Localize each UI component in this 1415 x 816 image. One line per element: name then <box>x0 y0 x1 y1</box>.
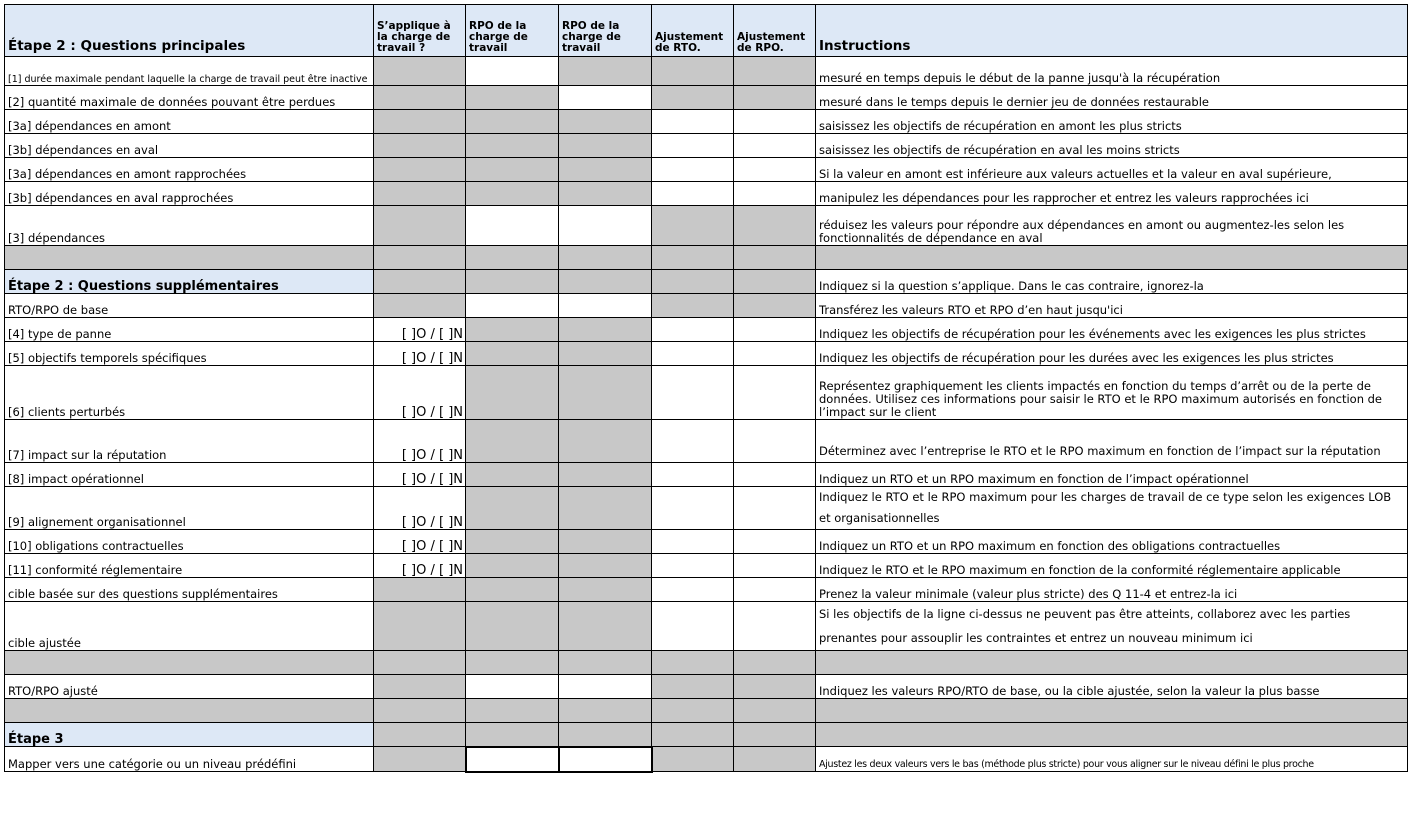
cell-disabled <box>466 530 559 554</box>
cell-disabled <box>652 86 734 110</box>
cell-disabled <box>466 342 559 366</box>
cell-disabled <box>374 602 466 651</box>
cell-disabled <box>559 463 652 487</box>
cell-input[interactable] <box>734 530 816 554</box>
row-label: [1] durée maximale pendant laquelle la charge de travail peut être inactive <box>5 57 374 86</box>
row-label: [3] dépendances <box>5 206 374 246</box>
cell-input[interactable] <box>652 182 734 206</box>
row-label: [5] objectifs temporels spécifiques <box>5 342 374 366</box>
row-label: cible basée sur des questions supplémentaires <box>5 578 374 602</box>
cell-disabled <box>466 554 559 578</box>
row-instruction: Indiquez un RTO et un RPO maximum en fonction des obligations contractuelles <box>816 530 1408 554</box>
cell-input[interactable] <box>652 602 734 651</box>
row-instruction: mesuré dans le temps depuis le dernier jeu de données restaurable <box>816 86 1408 110</box>
cell-disabled <box>734 747 816 772</box>
cell-disabled <box>466 270 559 294</box>
row-label: cible ajustée <box>5 602 374 651</box>
table-row <box>5 294 1408 318</box>
cell-disabled <box>652 206 734 246</box>
cell-disabled <box>466 602 559 651</box>
yes-no-checkbox[interactable]: [ ]O / [ ]N <box>374 366 466 420</box>
table-row <box>5 463 1408 487</box>
cell-disabled <box>466 246 559 270</box>
row-label: RTO/RPO ajusté <box>5 675 374 699</box>
cell-disabled <box>374 158 466 182</box>
col-applies-header: S’applique à la charge de travail ? <box>374 5 466 57</box>
cell-disabled <box>374 294 466 318</box>
table-row <box>5 270 1408 294</box>
table-row <box>5 342 1408 366</box>
cell-disabled <box>559 651 652 675</box>
cell-disabled <box>466 487 559 530</box>
cell-disabled <box>734 270 816 294</box>
row-instruction: Prenez la valeur minimale (valeur plus stricte) des Q 11-4 et entrez-la ici <box>816 578 1408 602</box>
recovery-objectives-sheet <box>4 4 1408 773</box>
cell-disabled <box>466 134 559 158</box>
cell-input[interactable] <box>652 578 734 602</box>
cell-input[interactable] <box>652 342 734 366</box>
cell-input[interactable] <box>652 110 734 134</box>
cell-disabled <box>5 246 374 270</box>
cell-disabled <box>734 86 816 110</box>
cell-disabled <box>734 246 816 270</box>
cell-disabled <box>652 57 734 86</box>
row-label: [10] obligations contractuelles <box>5 530 374 554</box>
row-instruction: saisissez les objectifs de récupération en amont les plus stricts <box>816 110 1408 134</box>
row-instruction: Déterminez avec l’entreprise le RTO et le RPO maximum en fonction de l’impact sur la réputation <box>816 420 1408 463</box>
cell-disabled <box>374 246 466 270</box>
yes-no-checkbox[interactable]: [ ]O / [ ]N <box>374 463 466 487</box>
cell-disabled <box>652 699 734 723</box>
cell-input[interactable] <box>734 487 816 530</box>
col-rpo-adjust-header: Ajustement de RPO. <box>734 5 816 57</box>
row-label: [3b] dépendances en aval rapprochées <box>5 182 374 206</box>
cell-disabled <box>374 182 466 206</box>
cell-input[interactable] <box>559 675 652 699</box>
table-row <box>5 723 1408 747</box>
col-rto-adjust-header: Ajustement de RTO. <box>652 5 734 57</box>
table-row <box>5 747 1408 772</box>
cell-disabled <box>559 530 652 554</box>
cell-input[interactable] <box>652 134 734 158</box>
cell-disabled <box>652 651 734 675</box>
spacer-row <box>5 246 1408 270</box>
cell-disabled <box>559 134 652 158</box>
table-row <box>5 366 1408 420</box>
cell-disabled <box>559 602 652 651</box>
step2-supp-title: Étape 2 : Questions supplémentaires <box>5 270 374 294</box>
cell-input[interactable] <box>734 158 816 182</box>
cell-input[interactable] <box>652 463 734 487</box>
row-instruction: Indiquez le RTO et le RPO maximum pour les charges de travail de ce type selon les exigences LOB et organisationnelles <box>816 487 1408 530</box>
cell-disabled <box>374 747 466 772</box>
cell-disabled <box>734 206 816 246</box>
cell-input[interactable] <box>734 182 816 206</box>
row-instruction: saisissez les objectifs de récupération en aval les moins stricts <box>816 134 1408 158</box>
cell-disabled <box>374 270 466 294</box>
table-row <box>5 487 1408 530</box>
cell-disabled <box>559 487 652 530</box>
yes-no-checkbox[interactable]: [ ]O / [ ]N <box>374 342 466 366</box>
cell-input[interactable] <box>734 318 816 342</box>
step3-title: Étape 3 <box>5 723 374 747</box>
cell-input[interactable] <box>466 294 559 318</box>
cell-disabled <box>559 554 652 578</box>
cell-input[interactable] <box>734 134 816 158</box>
cell-disabled <box>374 57 466 86</box>
table-row <box>5 206 1408 246</box>
cell-disabled <box>5 651 374 675</box>
yes-no-checkbox[interactable]: [ ]O / [ ]N <box>374 420 466 463</box>
cell-disabled <box>374 699 466 723</box>
col-workload-rpo-header: RPO de la charge de travail <box>559 5 652 57</box>
cell-disabled <box>652 246 734 270</box>
table-row <box>5 578 1408 602</box>
cell-disabled <box>559 318 652 342</box>
cell-input[interactable] <box>734 420 816 463</box>
cell-disabled <box>374 110 466 134</box>
cell-disabled <box>466 366 559 420</box>
cell-disabled <box>466 723 559 747</box>
row-label: [3a] dépendances en amont <box>5 110 374 134</box>
cell-input[interactable] <box>466 675 559 699</box>
col-workload-rto-header: RPO de la charge de travail <box>466 5 559 57</box>
cell-disabled <box>559 110 652 134</box>
spacer-row <box>5 699 1408 723</box>
cell-disabled <box>734 57 816 86</box>
cell-input[interactable] <box>734 602 816 651</box>
row-label: [4] type de panne <box>5 318 374 342</box>
cell-disabled <box>652 747 734 772</box>
cell-disabled <box>734 675 816 699</box>
yes-no-checkbox[interactable]: [ ]O / [ ]N <box>374 318 466 342</box>
cell-disabled <box>559 57 652 86</box>
cell-disabled <box>559 182 652 206</box>
cell-input[interactable] <box>652 158 734 182</box>
row-instruction: Indiquez les objectifs de récupération pour les événements avec les exigences les plus strictes <box>816 318 1408 342</box>
table-row <box>5 134 1408 158</box>
yes-no-checkbox[interactable]: [ ]O / [ ]N <box>374 487 466 530</box>
row-label: [3b] dépendances en aval <box>5 134 374 158</box>
cell-input[interactable] <box>466 206 559 246</box>
cell-disabled <box>816 699 1408 723</box>
table-row <box>5 182 1408 206</box>
cell-disabled <box>652 294 734 318</box>
row-instruction: Indiquez les objectifs de récupération pour les durées avec les exigences les plus strictes <box>816 342 1408 366</box>
cell-input[interactable] <box>652 554 734 578</box>
cell-disabled <box>559 723 652 747</box>
table-row <box>5 675 1408 699</box>
cell-input[interactable] <box>734 554 816 578</box>
cell-input[interactable] <box>734 463 816 487</box>
table-row <box>5 530 1408 554</box>
cell-disabled <box>734 699 816 723</box>
cell-disabled <box>816 651 1408 675</box>
table-row <box>5 86 1408 110</box>
cell-disabled <box>734 294 816 318</box>
table-row <box>5 554 1408 578</box>
cell-disabled <box>466 463 559 487</box>
row-instruction: Indiquez un RTO et un RPO maximum en fonction de l’impact opérationnel <box>816 463 1408 487</box>
row-label: [6] clients perturbés <box>5 366 374 420</box>
header-row <box>5 5 1408 57</box>
cell-disabled <box>559 366 652 420</box>
cell-input[interactable] <box>734 110 816 134</box>
row-label: [11] conformité réglementaire <box>5 554 374 578</box>
cell-input[interactable] <box>559 294 652 318</box>
row-instruction: Indiquez les valeurs RPO/RTO de base, ou la cible ajustée, selon la valeur la plus basse <box>816 675 1408 699</box>
cell-disabled <box>374 675 466 699</box>
cell-input[interactable] <box>466 57 559 86</box>
row-label: [2] quantité maximale de données pouvant être perdues <box>5 86 374 110</box>
cell-disabled <box>466 318 559 342</box>
cell-disabled <box>559 246 652 270</box>
cell-input[interactable] <box>652 318 734 342</box>
row-instruction: mesuré en temps depuis le début de la panne jusqu'à la récupération <box>816 57 1408 86</box>
cell-input[interactable] <box>652 420 734 463</box>
cell-disabled <box>466 578 559 602</box>
table-row <box>5 602 1408 651</box>
cell-disabled <box>466 158 559 182</box>
cell-disabled <box>466 651 559 675</box>
row-label: RTO/RPO de base <box>5 294 374 318</box>
cell-input[interactable] <box>466 747 559 772</box>
row-instruction: Si la valeur en amont est inférieure aux valeurs actuelles et la valeur en aval supérieure, <box>816 158 1408 182</box>
cell-input[interactable] <box>559 206 652 246</box>
row-instruction: Transférez les valeurs RTO et RPO d’en haut jusqu'ici <box>816 294 1408 318</box>
cell-disabled <box>559 158 652 182</box>
cell-disabled <box>374 651 466 675</box>
cell-disabled <box>559 270 652 294</box>
row-instruction: réduisez les valeurs pour répondre aux dépendances en amont ou augmentez-les selon les fonctionnalités de dépendance en aval <box>816 206 1408 246</box>
row-label: [9] alignement organisationnel <box>5 487 374 530</box>
cell-input[interactable] <box>734 366 816 420</box>
cell-input[interactable] <box>734 578 816 602</box>
row-instruction: Ajustez les deux valeurs vers le bas (méthode plus stricte) pour vous aligner sur le niveau défini le plus proche <box>816 747 1408 772</box>
cell-disabled <box>652 723 734 747</box>
cell-disabled <box>374 86 466 110</box>
cell-disabled <box>652 270 734 294</box>
cell-disabled <box>559 420 652 463</box>
table-row <box>5 57 1408 86</box>
yes-no-checkbox[interactable]: [ ]O / [ ]N <box>374 530 466 554</box>
cell-disabled <box>734 723 816 747</box>
spacer-row <box>5 651 1408 675</box>
cell-input[interactable] <box>734 342 816 366</box>
col-instructions-header: Instructions <box>816 5 1408 57</box>
table-row <box>5 110 1408 134</box>
row-label: [3a] dépendances en amont rapprochées <box>5 158 374 182</box>
row-instruction: Représentez graphiquement les clients impactés en fonction du temps d’arrêt ou de la perte de données. Utilisez ces informations pour saisir le RTO et le RPO maximum autorisés en fonction de l’impact sur le client <box>816 366 1408 420</box>
row-instruction: Indiquez le RTO et le RPO maximum en fonction de la conformité réglementaire applicable <box>816 554 1408 578</box>
cell-disabled <box>559 342 652 366</box>
row-label: [7] impact sur la réputation <box>5 420 374 463</box>
cell-disabled <box>5 699 374 723</box>
cell-disabled <box>734 651 816 675</box>
cell-disabled <box>374 134 466 158</box>
cell-disabled <box>559 578 652 602</box>
cell-disabled <box>559 699 652 723</box>
step2-main-title: Étape 2 : Questions principales <box>5 5 374 57</box>
cell-disabled <box>466 86 559 110</box>
row-label: Mapper vers une catégorie ou un niveau prédéfini <box>5 747 374 772</box>
table-row <box>5 420 1408 463</box>
cell-input[interactable] <box>652 366 734 420</box>
row-instruction: manipulez les dépendances pour les rapprocher et entrez les valeurs rapprochées ici <box>816 182 1408 206</box>
cell-disabled <box>816 246 1408 270</box>
cell-disabled <box>466 420 559 463</box>
cell-disabled <box>374 206 466 246</box>
cell-disabled <box>466 182 559 206</box>
row-instruction: Indiquez si la question s’applique. Dans le cas contraire, ignorez-la <box>816 270 1408 294</box>
cell-disabled <box>466 110 559 134</box>
cell-disabled <box>374 578 466 602</box>
cell-disabled <box>816 723 1408 747</box>
cell-disabled <box>652 675 734 699</box>
cell-input[interactable] <box>559 747 652 772</box>
row-instruction: Si les objectifs de la ligne ci-dessus ne peuvent pas être atteints, collaborez avec les parties prenantes pour assouplir les contraintes et entrez un nouveau minimum ici <box>816 602 1408 651</box>
cell-disabled <box>374 723 466 747</box>
cell-input[interactable] <box>652 487 734 530</box>
yes-no-checkbox[interactable]: [ ]O / [ ]N <box>374 554 466 578</box>
cell-disabled <box>466 699 559 723</box>
table-row <box>5 318 1408 342</box>
cell-input[interactable] <box>652 530 734 554</box>
row-label: [8] impact opérationnel <box>5 463 374 487</box>
table-row <box>5 158 1408 182</box>
cell-input[interactable] <box>559 86 652 110</box>
